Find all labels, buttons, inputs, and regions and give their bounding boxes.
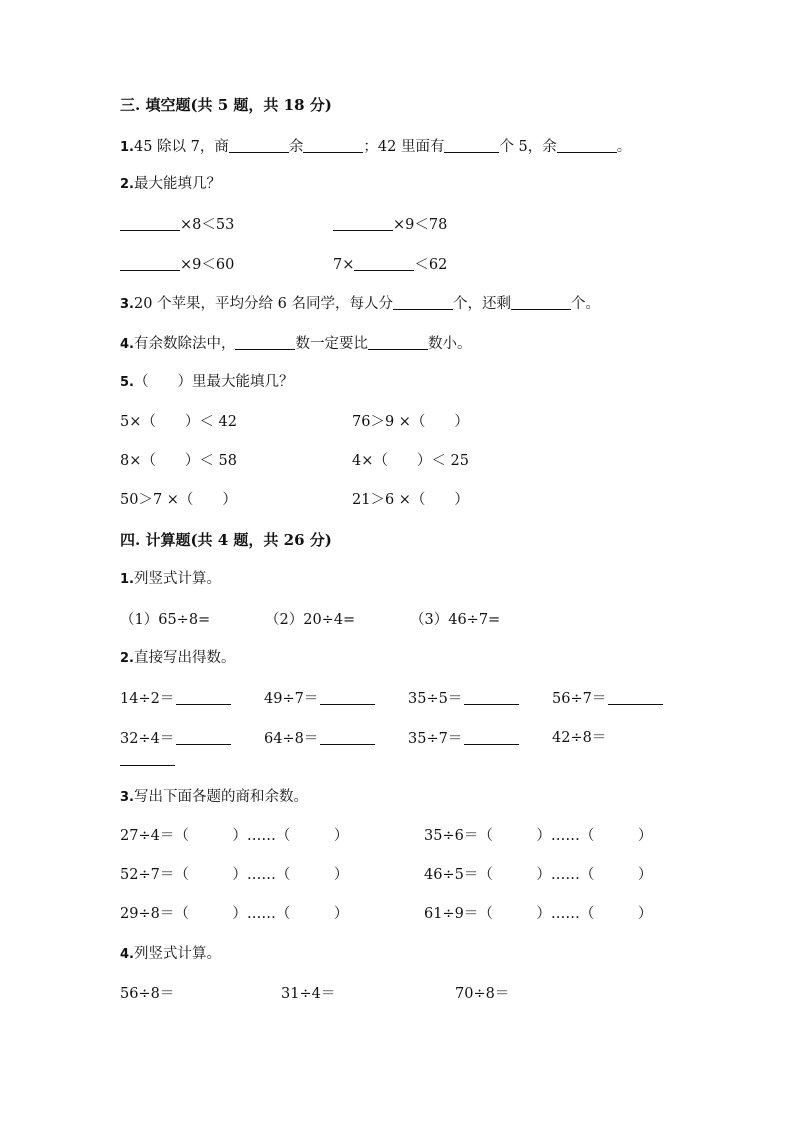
c2-item: 32÷4＝ bbox=[120, 731, 231, 747]
answer-blank[interactable] bbox=[320, 731, 375, 745]
question-number: 4. bbox=[120, 947, 134, 962]
question-text: 。 bbox=[616, 139, 632, 155]
question-text: 余 bbox=[288, 139, 304, 155]
answer-blank[interactable] bbox=[557, 139, 617, 153]
question-1 bbox=[120, 139, 631, 155]
question-text: 最大能填几？ bbox=[133, 176, 221, 192]
question-number: 3. bbox=[120, 297, 134, 312]
section-title-fill-in: 三. 填空题(共 5 题，共 18 分) bbox=[120, 96, 332, 114]
answer-blank[interactable] bbox=[120, 257, 180, 271]
answer-blank[interactable] bbox=[368, 336, 428, 350]
c2-item-wrap bbox=[120, 752, 175, 768]
c4-item: 70÷8＝ bbox=[455, 986, 510, 1002]
q5-item: 8×（ ）＜ 58 bbox=[120, 453, 237, 469]
question-text: 列竖式计算。 bbox=[133, 946, 221, 962]
question-text: 直接写出得数。 bbox=[133, 650, 236, 666]
question-number: 2. bbox=[120, 177, 134, 192]
q2-item: ×8＜53 bbox=[120, 217, 234, 233]
question-3 bbox=[120, 296, 600, 312]
question-number: 1. bbox=[120, 572, 134, 587]
q5-item: 5×（ ）＜ 42 bbox=[120, 414, 237, 430]
q5-item: 50＞7 ×（ ） bbox=[120, 492, 237, 508]
answer-blank[interactable] bbox=[320, 691, 375, 705]
q2-item: ×9＜60 bbox=[120, 257, 234, 273]
answer-blank[interactable] bbox=[333, 217, 393, 231]
answer-blank[interactable] bbox=[120, 217, 180, 231]
q5-item: 76＞9 ×（ ） bbox=[352, 414, 469, 430]
answer-blank[interactable] bbox=[176, 691, 231, 705]
question-text: 有余数除法中， bbox=[133, 336, 236, 352]
section-title-calculation: 四. 计算题(共 4 题，共 26 分) bbox=[120, 531, 332, 549]
c3-item: 52÷7＝（ ）……（ ） bbox=[120, 867, 349, 883]
answer-blank[interactable] bbox=[464, 731, 519, 745]
c1-item: （1）65÷8= bbox=[120, 612, 211, 628]
c3-item: 35÷6＝（ ）……（ ） bbox=[424, 828, 653, 844]
question-text: 个，还剩 bbox=[453, 296, 511, 312]
answer-blank[interactable] bbox=[176, 731, 231, 745]
question-text: ；42 里面有 bbox=[363, 139, 445, 155]
c2-item: 14÷2＝ bbox=[120, 691, 231, 707]
answer-blank[interactable] bbox=[464, 691, 519, 705]
question-text: 20 个苹果，平均分给 6 名同学，每人分 bbox=[133, 296, 393, 312]
q2-item: ×9＜78 bbox=[333, 217, 447, 233]
question-text: 个 5，余 bbox=[499, 139, 557, 155]
calc-question-4 bbox=[120, 947, 221, 962]
c2-item: 64÷8＝ bbox=[264, 731, 375, 747]
c1-item: （3）46÷7= bbox=[410, 612, 501, 628]
c3-item: 46÷5＝（ ）……（ ） bbox=[424, 867, 653, 883]
answer-blank[interactable] bbox=[354, 257, 414, 271]
calc-question-2 bbox=[120, 651, 235, 666]
c2-item: 35÷7＝ bbox=[408, 731, 519, 747]
question-text: 数小。 bbox=[427, 336, 472, 352]
q5-item: 4×（ ）＜ 25 bbox=[352, 453, 469, 469]
c3-item: 27÷4＝（ ）……（ ） bbox=[120, 828, 349, 844]
calc-question-1 bbox=[120, 572, 221, 587]
answer-blank[interactable] bbox=[235, 336, 295, 350]
c2-item: 42÷8＝ bbox=[552, 730, 607, 746]
question-number: 3. bbox=[120, 790, 134, 805]
question-number: 2. bbox=[120, 651, 134, 666]
c2-item: 49÷7＝ bbox=[264, 691, 375, 707]
question-5 bbox=[120, 375, 293, 390]
c1-item: （2）20÷4= bbox=[265, 612, 356, 628]
calc-question-3 bbox=[120, 790, 308, 805]
question-number: 4. bbox=[120, 337, 134, 352]
question-text: 数一定要比 bbox=[295, 336, 368, 352]
question-text: 列竖式计算。 bbox=[133, 571, 221, 587]
q2-item: 7× ＜62 bbox=[333, 257, 448, 273]
answer-blank[interactable] bbox=[393, 296, 453, 310]
question-text: 个。 bbox=[571, 296, 600, 312]
c2-item: 56÷7＝ bbox=[552, 691, 663, 707]
answer-blank[interactable] bbox=[608, 691, 663, 705]
answer-blank[interactable] bbox=[120, 752, 175, 766]
answer-blank[interactable] bbox=[444, 139, 499, 153]
answer-blank[interactable] bbox=[229, 139, 289, 153]
question-text: （ ）里最大能填几？ bbox=[133, 374, 294, 390]
c4-item: 31÷4＝ bbox=[281, 986, 336, 1002]
answer-blank[interactable] bbox=[303, 139, 363, 153]
question-text: 45 除以 7，商 bbox=[133, 139, 229, 155]
c3-item: 29÷8＝（ ）……（ ） bbox=[120, 906, 349, 922]
question-number: 5. bbox=[120, 375, 134, 390]
c2-item: 35÷5＝ bbox=[408, 691, 519, 707]
question-2 bbox=[120, 177, 221, 192]
question-number: 1. bbox=[120, 140, 134, 155]
question-text: 写出下面各题的商和余数。 bbox=[133, 789, 308, 805]
question-4 bbox=[120, 336, 471, 352]
q5-item: 21＞6 ×（ ） bbox=[352, 492, 469, 508]
answer-blank[interactable] bbox=[511, 296, 571, 310]
c4-item: 56÷8＝ bbox=[120, 986, 175, 1002]
c3-item: 61÷9＝（ ）……（ ） bbox=[424, 906, 653, 922]
